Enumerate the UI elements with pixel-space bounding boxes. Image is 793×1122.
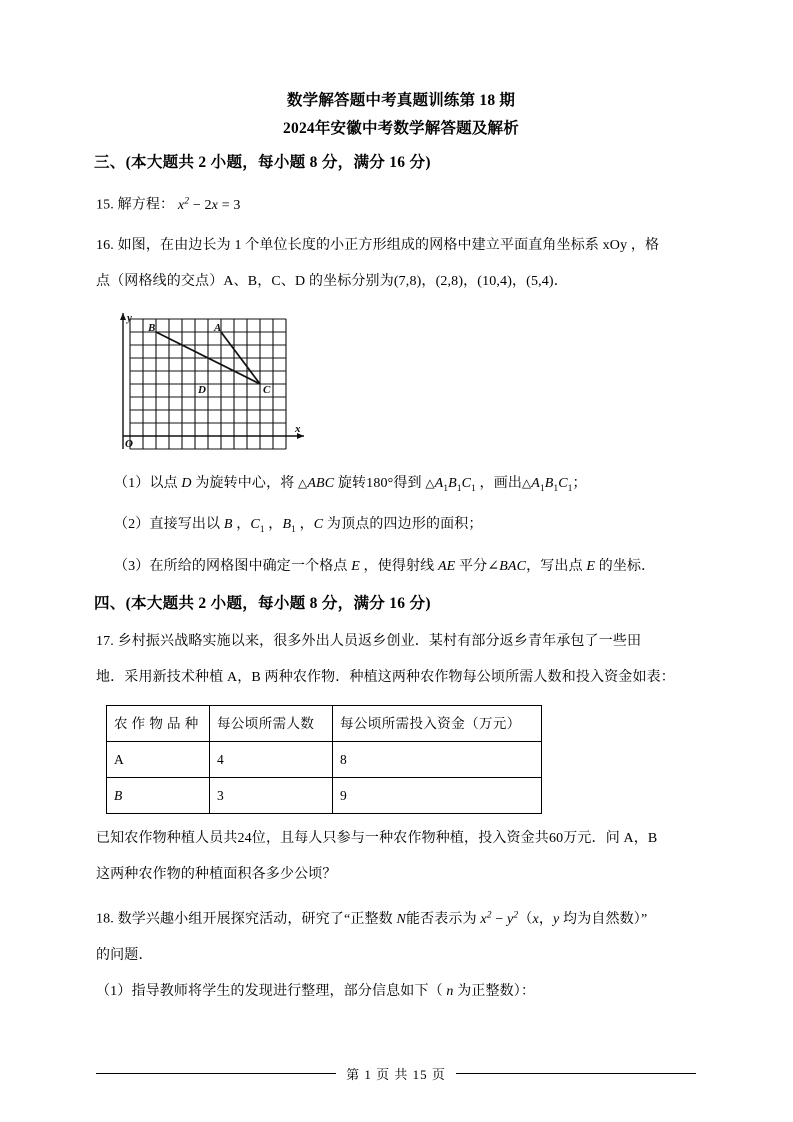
question-15-text: 解方程：: [117, 197, 175, 213]
question-16-number: 16.: [96, 237, 114, 253]
coordinate-grid-figure: [108, 305, 706, 460]
table-cell-funds-a: 8: [333, 742, 542, 778]
question-16-line2-row: [96, 267, 706, 297]
point-label-a: A: [214, 321, 222, 334]
table-header-row: [107, 706, 542, 742]
question-16-sub-1: （1）以点 D 为旋转中心，将 △ ABC 旋转180°得到 △ $A_1B_1C_1$ ，画出 △ $A_1B_1C_1$；: [114, 468, 706, 503]
question-18-line1: 数学兴趣小组开展探究活动，研究了“正整数 N能否表示为 $x^2 - y^2(x$，y 均为自然数）”: [117, 910, 648, 927]
point-label-d: D: [198, 383, 206, 396]
table-cell-people-a: 4: [210, 742, 333, 778]
question-17-after-line1: [96, 824, 706, 854]
question-16-line1: 如图，在由边长为 1 个单位长度的小正方形组成的网格中建立平面直角坐标系 xOy ，格: [117, 237, 660, 253]
question-17-after2-text: 这两种农作物的种植面积各多少公顷？: [96, 867, 337, 883]
question-17-line2: 地．采用新技术种植 A，B 两种农作物．种植这两种农作物每公顷所需人数和投入资金如表：: [96, 670, 675, 686]
table-header-crop: 农 作 物 品 种: [107, 706, 210, 742]
origin-label: O: [125, 437, 133, 450]
question-18-number: 18.: [96, 911, 114, 927]
table-cell-crop-a: A: [107, 742, 210, 778]
table-cell-crop-b: B: [107, 778, 210, 814]
question-17-number: 17.: [96, 634, 114, 650]
y-axis-arrow: [120, 313, 126, 320]
question-15-equation: $x^2 - 2x = 3$: [177, 196, 241, 213]
question-17-after1-text: 已知农作物种植人员共24位，且每人只参与一种农作物种植，投入资金共60万元．问 A，B: [96, 831, 658, 847]
crop-requirements-table: [106, 705, 542, 814]
question-17-line1: 乡村振兴战略实施以来，很多外出人员返乡创业．某村有部分返乡青年承包了一些田: [117, 634, 642, 650]
question-18-sub1-text: （1）指导教师将学生的发现进行整理，部分信息如下（ n 为正整数）：: [96, 983, 536, 999]
footer-page-number: 第 1 页 共 15 页: [346, 1067, 446, 1082]
footer-rule-left: [96, 1073, 336, 1074]
x-axis-label: x: [295, 422, 301, 435]
question-16-sub-3: （3）在所给的网格图中确定一个格点 E ，使得射线 AE 平分∠BAC，写出点 E 的坐标．: [114, 559, 656, 575]
page-footer: [96, 1064, 696, 1083]
question-18-line2: 的问题．: [96, 947, 153, 963]
point-label-c: C: [263, 383, 271, 396]
footer-rule-right: [456, 1073, 696, 1074]
table-header-funds: 每公顷所需投入资金（万元）: [333, 706, 542, 742]
question-16-sub-2: （2）直接写出以 B ，$C_1$ ，$B_1$ ，C 为顶点的四边形的面积；: [114, 517, 483, 535]
question-16-line2: 点（网格线的交点）A、B，C、D 的坐标分别为(7,8)，(2,8)，(10,4)，(5,4)．: [96, 273, 568, 289]
table-row: [107, 742, 542, 778]
document-title: 数学解答题中考真题训练第 18 期: [286, 92, 516, 109]
question-17: [96, 627, 706, 657]
question-16: [96, 231, 706, 261]
page-content: [96, 88, 706, 1007]
section-heading-4: 四、(本大题共 2 小题，每小题 8 分，满分 16 分): [94, 595, 431, 613]
question-18-sub-1: [96, 977, 706, 1007]
question-18-line2-row: [96, 941, 706, 971]
grid-svg: [108, 305, 318, 455]
question-15-number: 15.: [96, 197, 114, 213]
question-17-after-line2: [96, 860, 706, 890]
question-18: [96, 900, 706, 935]
point-label-b: B: [148, 321, 156, 334]
y-axis-label: y: [127, 311, 132, 324]
question-17-line2-row: [96, 663, 706, 693]
table-cell-people-b: 3: [210, 778, 333, 814]
table-header-people: 每公顷所需人数: [210, 706, 333, 742]
section-heading-3: 三、(本大题共 2 小题，每小题 8 分，满分 16 分): [94, 154, 431, 171]
question-15: [96, 186, 706, 221]
table-row: [107, 778, 542, 814]
table-cell-funds-b: 9: [333, 778, 542, 814]
document-subtitle: 2024年安徽中考数学解答题及解析: [283, 120, 519, 137]
